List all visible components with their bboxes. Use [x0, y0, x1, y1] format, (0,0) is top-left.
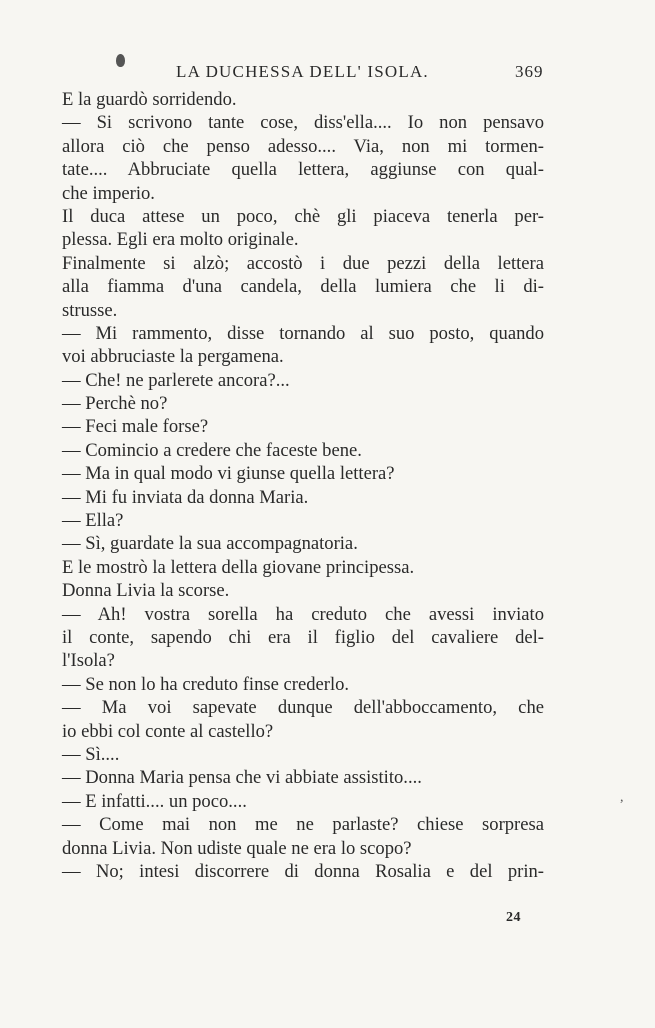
- text-line: l'Isola?: [62, 650, 115, 672]
- text-line: — Ella?: [62, 510, 124, 532]
- text-line: plessa. Egli era molto originale.: [62, 229, 299, 251]
- text-line: Finalmente si alzò; accostò i due pezzi della lettera: [62, 252, 544, 274]
- text-line: io ebbi col conte al castello?: [62, 720, 274, 742]
- text-line: — Come mai non me ne parlaste? chiese sorpresa: [62, 814, 544, 836]
- text-line: allora ciò che penso adesso.... Via, non mi tormen-: [62, 135, 544, 157]
- text-line: che imperio.: [62, 182, 155, 204]
- body-text: [62, 88, 544, 883]
- text-line: — Comincio a credere che faceste bene.: [62, 439, 362, 461]
- text-line: alla fiamma d'una candela, della lumiera che li di-: [62, 276, 544, 298]
- text-line: Donna Livia la scorse.: [62, 580, 230, 602]
- text-line: — Sì, guardate la sua accompagnatoria.: [62, 533, 358, 555]
- text-line: — Si scrivono tante cose, diss'ella.... Io non pensavo: [62, 112, 544, 134]
- text-line: — No; intesi discorrere di donna Rosalia e del prin-: [62, 860, 544, 882]
- stray-mark: ,: [620, 790, 624, 805]
- text-line: tate.... Abbruciate quella lettera, aggiunse con qual-: [62, 159, 544, 181]
- text-line: — E infatti.... un poco....: [62, 790, 247, 812]
- text-line: strusse.: [62, 299, 118, 321]
- text-line: — Mi fu inviata da donna Maria.: [62, 486, 309, 508]
- text-line: — Donna Maria pensa che vi abbiate assistito....: [62, 767, 422, 789]
- text-line: voi abbruciaste la pergamena.: [62, 346, 284, 368]
- text-line: — Sì....: [62, 743, 120, 765]
- text-line: il conte, sapendo chi era il figlio del cavaliere del-: [62, 626, 544, 648]
- text-line: Il duca attese un poco, chè gli piaceva tenerla per-: [62, 205, 544, 227]
- signature-number: 24: [506, 910, 521, 925]
- text-line: — Ah! vostra sorella ha creduto che avessi inviato: [62, 603, 544, 625]
- text-line: donna Livia. Non udiste quale ne era lo scopo?: [62, 837, 412, 859]
- text-line: E le mostrò la lettera della giovane principessa.: [62, 556, 415, 578]
- text-line: — Feci male forse?: [62, 416, 209, 438]
- page-header: [0, 60, 655, 88]
- running-title: LA DUCHESSA DELL' ISOLA.: [176, 62, 429, 81]
- page-number: 369: [515, 62, 544, 81]
- text-line: — Se non lo ha creduto finse crederlo.: [62, 673, 350, 695]
- text-line: — Perchè no?: [62, 393, 168, 415]
- text-line: E la guardò sorridendo.: [62, 89, 237, 110]
- text-line: — Ma voi sapevate dunque dell'abboccamento, che: [62, 697, 544, 719]
- text-line: — Mi rammento, disse tornando al suo posto, quando: [62, 322, 544, 344]
- text-line: — Ma in qual modo vi giunse quella lettera?: [62, 463, 395, 485]
- text-line: — Che! ne parlerete ancora?...: [62, 369, 290, 391]
